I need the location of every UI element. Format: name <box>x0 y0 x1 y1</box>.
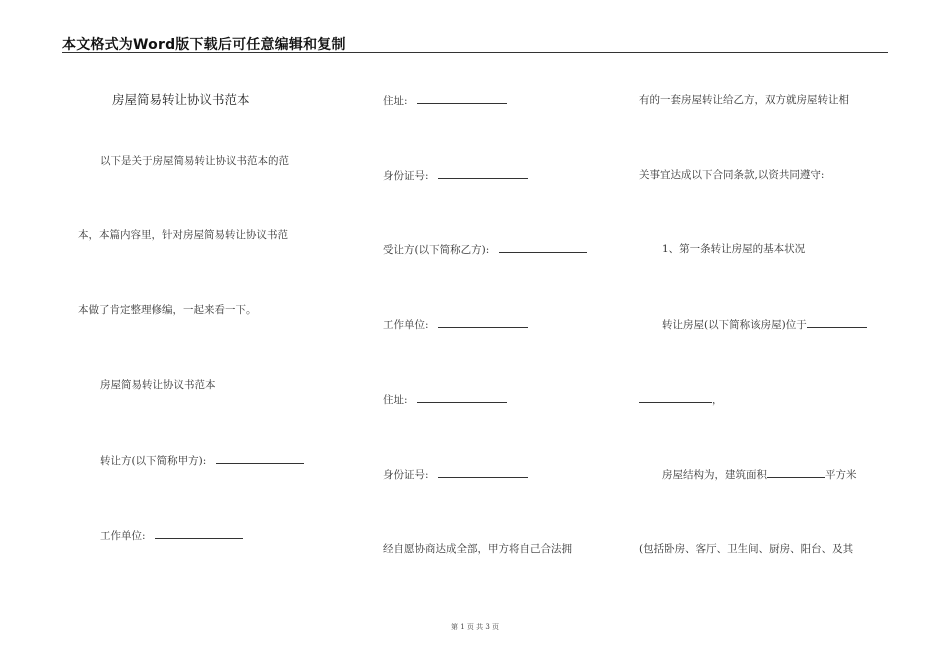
property-location-blank-2 <box>639 392 712 403</box>
transferor-id-blank <box>438 168 528 179</box>
property-location-label: 转让房屋(以下简称该房屋)位于 <box>662 319 807 331</box>
agreement-line: 经自愿协商达成全部，甲方将自己合法拥 <box>383 543 572 555</box>
page-footer: 第 1 页 共 3 页 <box>450 623 500 631</box>
transferee-work-unit-label: 工作单位: <box>383 319 429 331</box>
building-area-blank <box>767 467 825 478</box>
transferor-address-field <box>383 93 507 108</box>
transferor-work-unit-field <box>100 528 243 543</box>
area-unit-label: 平方米 <box>825 469 857 481</box>
property-location-blank <box>807 317 867 328</box>
transferor-address-blank <box>417 93 507 104</box>
property-location-comma: ， <box>712 394 723 406</box>
transferor-id-field <box>383 168 528 183</box>
transferor-field <box>100 453 304 468</box>
transferor-label: 转让方(以下简称甲方): <box>100 455 207 467</box>
transferee-address-field <box>383 392 507 407</box>
header-divider <box>62 52 888 53</box>
transferee-label: 受让方(以下简称乙方): <box>383 244 490 256</box>
agreement-line-2: 有的一套房屋转让给乙方，双方就房屋转让相 <box>639 94 849 106</box>
transferor-id-label: 身份证号: <box>383 170 429 182</box>
transferor-work-unit-label: 工作单位: <box>100 530 146 542</box>
transferee-field <box>383 242 587 257</box>
intro-line-1: 以下是关于房屋简易转让协议书范本的范 <box>100 155 289 167</box>
agreement-line-3: 关事宜达成以下合同条款,以资共同遵守: <box>639 169 825 181</box>
transferee-address-blank <box>417 392 507 403</box>
property-location-continued <box>639 392 723 407</box>
transferee-blank <box>499 242 587 253</box>
rooms-line: (包括卧房、客厅、卫生间、厨房、阳台、及其 <box>639 543 854 555</box>
property-structure-label: 房屋结构为，建筑面积 <box>662 469 767 481</box>
document-header: 本文格式为Word版下载后可任意编辑和复制 <box>62 37 346 53</box>
transferor-blank <box>216 453 304 464</box>
intro-line-2: 本，本篇内容里，针对房屋简易转让协议书范 <box>78 229 288 241</box>
transferee-work-unit-blank <box>438 317 528 328</box>
transferee-address-label: 住址: <box>383 394 408 406</box>
transferor-work-unit-blank <box>155 528 243 539</box>
property-location-field <box>662 317 867 332</box>
transferee-id-field <box>383 467 528 482</box>
transferor-address-label: 住址: <box>383 95 408 107</box>
property-structure-field <box>662 467 857 482</box>
transferee-id-label: 身份证号: <box>383 469 429 481</box>
clause-1-heading: 1、第一条转让房屋的基本状况 <box>662 243 806 255</box>
transferee-id-blank <box>438 467 528 478</box>
intro-line-3: 本做了肯定整理修编，一起来看一下。 <box>78 304 257 316</box>
document-title: 房屋简易转让协议书范本 <box>112 92 250 107</box>
section-subtitle: 房屋简易转让协议书范本 <box>100 379 216 391</box>
transferee-work-unit-field <box>383 317 528 332</box>
